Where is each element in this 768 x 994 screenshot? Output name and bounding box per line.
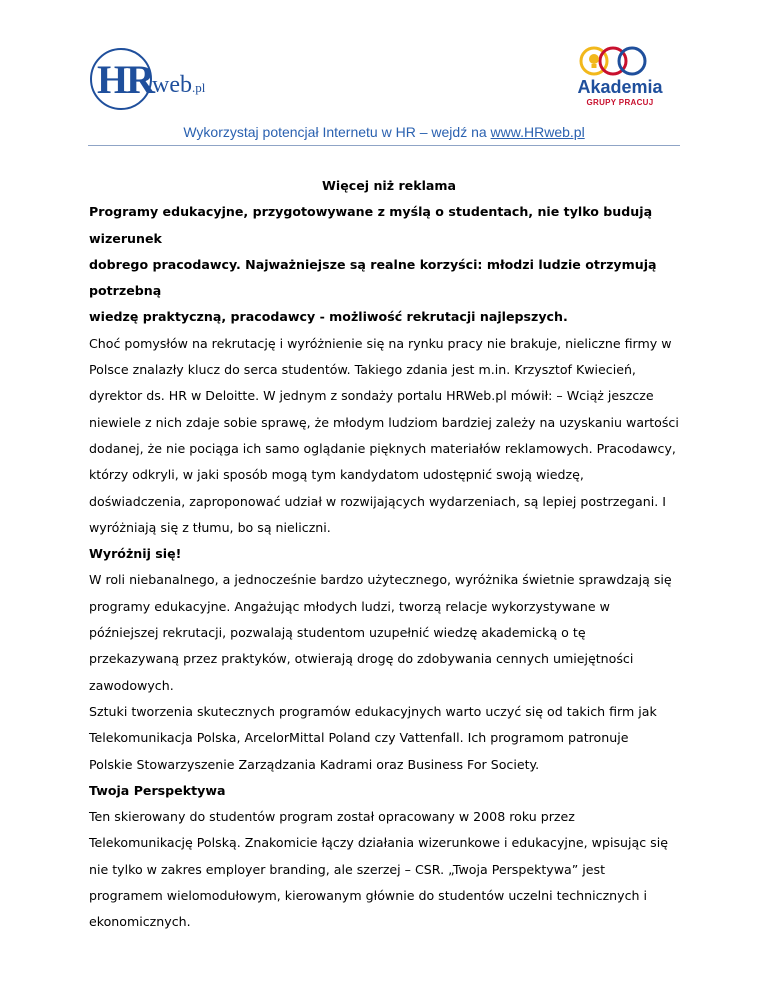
lead-line: dobrego pracodawcy. Najważniejsze są realne korzyści: młodzi ludzie otrzymują potrzebną [89,256,657,299]
article-body [89,173,689,936]
header-divider [88,145,680,146]
text-line: dyrektor ds. HR w Deloitte. W jednym z sondaży portalu HRWeb.pl mówił: – Wciąż jeszcze [89,388,654,404]
text-line: Polskie Stowarzyszenie Zarządzania Kadrami oraz Business For Society. [89,756,540,772]
akademia-logo[interactable] [574,44,666,108]
text-line: programy edukacyjne. Angażując młodych ludzi, tworzą relacje wykorzystywane w [89,598,610,614]
logo-pl-suffix: .pl [191,80,206,95]
akademia-name: Akademia [577,77,663,97]
text-line: niewiele z nich zdaje sobie sprawę, że młodym ludziom bardziej zależy na uzyskaniu wartości [89,414,679,430]
text-line: W roli niebanalnego, a jednocześnie bardzo użytecznego, wyróżnika świetnie sprawdzają się [89,572,672,588]
akademia-subtitle: GRUPY PRACUJ [586,98,654,107]
text-line: Choć pomysłów na rekrutację i wyróżnienie się na rynku pracy nie brakuje, nieliczne firmy w [89,335,672,351]
logo-hr-text: HR [97,57,153,102]
text-line: ekonomicznych. [89,914,191,930]
hrweb-link[interactable]: www.HRweb.pl [490,124,585,140]
logo-web-text [152,72,205,99]
text-line: doświadczenia, zaproponować udział w rozwijających wydarzeniach, są lepiej postrzegani. I [89,493,666,509]
text-line: Telekomunikacja Polska, ArcelorMittal Poland czy Vattenfall. Ich programom patronuje [89,730,629,746]
text-line: Telekomunikację Polską. Znakomicie łączy działania wizerunkowe i edukacyjne, wpisując się [89,835,668,851]
header-tagline [0,124,768,140]
hrweb-logo[interactable] [90,48,220,110]
text-line: dodanej, że nie pociąga ich samo oglądanie pięknych materiałów reklamowych. Pracodawcy, [89,440,676,456]
text-line: którzy odkryli, w jaki sposób mogą tym kandydatom udostępnić swoją wiedzę, [89,467,584,483]
paragraph-4 [89,804,689,935]
article-title: Więcej niż reklama [321,178,457,193]
paragraph-1 [89,331,689,541]
text-line: programem wielomodułowym, kierowanym głównie do studentów uczelni technicznych i [89,888,648,904]
text-line: Sztuki tworzenia skutecznych programów edukacyjnych warto uczyć się od takich firm jak [89,703,657,719]
text-line: Polsce znalazły klucz do serca studentów. Takiego zdania jest m.in. Krzysztof Kwiecień, [89,362,636,378]
page-header [0,0,768,160]
text-line: późniejszej rekrutacji, pozwalają studentom uzupełnić wiedzę akademicką o tę [89,625,586,641]
text-line: nie tylko w zakres employer branding, ale szerzej – CSR. „Twoja Perspektywa” jest [89,861,606,877]
text-line: Ten skierowany do studentów program został opracowany w 2008 roku przez [89,809,575,825]
section-heading: Wyróżnij się! [89,546,182,562]
logo-web-word: web [152,72,192,98]
paragraph-3 [89,699,689,778]
lead-line: wiedzę praktyczną, pracodawcy - możliwość rekrutacji najlepszych. [89,309,568,325]
tagline-text: Wykorzystaj potencjał Internetu w HR – wejdź na [183,124,491,140]
article-lead [89,199,689,330]
section-heading: Twoja Perspektywa [89,782,226,798]
paragraph-2 [89,567,689,698]
text-line: wyróżniają się z tłumu, bo są nieliczni. [89,519,331,535]
text-line: zawodowych. [89,677,174,693]
text-line: przekazywaną przez praktyków, otwierają drogę do zdobywania cennych umiejętności [89,651,634,667]
akademia-rings-icon [574,44,666,78]
lead-line: Programy edukacyjne, przygotowywane z myślą o studentach, nie tylko budują wizerunek [89,204,653,246]
